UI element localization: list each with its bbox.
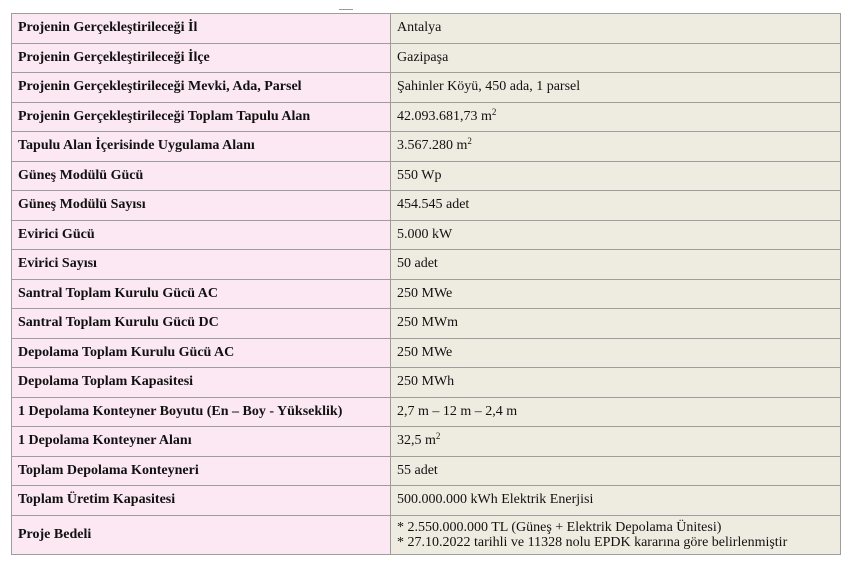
row-value-depolama-ac: 250 MWe (391, 338, 841, 368)
row-label-ilce: Projenin Gerçekleştirileceği İlçe (12, 43, 391, 73)
row-label-depolama-kapasitesi: Depolama Toplam Kapasitesi (12, 368, 391, 398)
row-value-ilce: Gazipaşa (391, 43, 841, 73)
row-label-depolama-ac: Depolama Toplam Kurulu Gücü AC (12, 338, 391, 368)
row-label-uygulama-alani: Tapulu Alan İçerisinde Uygulama Alanı (12, 132, 391, 162)
table-row (12, 427, 841, 457)
row-value-toplam-tapulu-alan (391, 102, 841, 132)
row-value-proje-bedeli (391, 515, 841, 554)
row-label-evirici-gucu: Evirici Gücü (12, 220, 391, 250)
proje-bedeli-amount: * 2.550.000.000 TL (Güneş + Elektrik Depolama Ünitesi) (397, 519, 722, 535)
unit-superscript: 2 (491, 106, 497, 117)
table-row (12, 161, 841, 191)
row-label-modul-gucu: Güneş Modülü Gücü (12, 161, 391, 191)
unit-superscript: 2 (435, 431, 441, 442)
row-label-evirici-sayisi: Evirici Sayısı (12, 250, 391, 280)
row-value-modul-sayisi: 454.545 adet (391, 191, 841, 221)
row-label-modul-sayisi: Güneş Modülü Sayısı (12, 191, 391, 221)
table-row (12, 309, 841, 339)
row-label-toplam-konteyner: Toplam Depolama Konteyneri (12, 456, 391, 486)
table-row (12, 73, 841, 103)
unit-superscript: 2 (467, 136, 472, 147)
row-value-il: Antalya (391, 14, 841, 44)
row-value-santral-dc: 250 MWm (391, 309, 841, 339)
row-label-il: Projenin Gerçekleştirileceği İl (12, 14, 391, 44)
row-value-evirici-gucu: 5.000 kW (391, 220, 841, 250)
row-value-konteyner-boyutu: 2,7 m – 12 m – 2,4 m (391, 397, 841, 427)
value-text: 42.093.681,73 m (397, 108, 492, 124)
table-row (12, 220, 841, 250)
table-row (12, 397, 841, 427)
table-row (12, 368, 841, 398)
proje-bedeli-note: * 27.10.2022 tarihli ve 11328 nolu EPDK kararına göre belirlenmiştir (397, 534, 788, 550)
row-label-mevki: Projenin Gerçekleştirileceği Mevki, Ada, Parsel (12, 73, 391, 103)
table-row (12, 486, 841, 516)
table-row (12, 43, 841, 73)
row-label-konteyner-boyutu: 1 Depolama Konteyner Boyutu (En – Boy - Yükseklik) (12, 397, 391, 427)
row-label-toplam-tapulu-alan: Projenin Gerçekleştirileceği Toplam Tapulu Alan (12, 102, 391, 132)
table-row (12, 132, 841, 162)
table-row (12, 14, 841, 44)
row-label-proje-bedeli: Proje Bedeli (12, 515, 391, 554)
row-value-konteyner-alani (391, 427, 841, 457)
row-value-uygulama-alani (391, 132, 841, 162)
row-value-mevki: Şahinler Köyü, 450 ada, 1 parsel (391, 73, 841, 103)
row-value-uretim-kapasitesi: 500.000.000 kWh Elektrik Enerjisi (391, 486, 841, 516)
table-row (12, 191, 841, 221)
row-value-depolama-kapasitesi: 250 MWh (391, 368, 841, 398)
row-value-modul-gucu: 550 Wp (391, 161, 841, 191)
table-row (12, 250, 841, 280)
table-row (12, 515, 841, 554)
row-value-toplam-konteyner: 55 adet (391, 456, 841, 486)
row-label-uretim-kapasitesi: Toplam Üretim Kapasitesi (12, 486, 391, 516)
table-row (12, 102, 841, 132)
row-label-santral-dc: Santral Toplam Kurulu Gücü DC (12, 309, 391, 339)
row-value-santral-ac: 250 MWe (391, 279, 841, 309)
value-text: 32,5 m (397, 433, 436, 449)
row-value-evirici-sayisi: 50 adet (391, 250, 841, 280)
table-row (12, 456, 841, 486)
value-text: 3.567.280 m (397, 138, 468, 154)
project-spec-table (11, 13, 841, 555)
row-label-konteyner-alani: 1 Depolama Konteyner Alanı (12, 427, 391, 457)
top-divider (339, 9, 353, 10)
table-row (12, 338, 841, 368)
table-row (12, 279, 841, 309)
row-label-santral-ac: Santral Toplam Kurulu Gücü AC (12, 279, 391, 309)
